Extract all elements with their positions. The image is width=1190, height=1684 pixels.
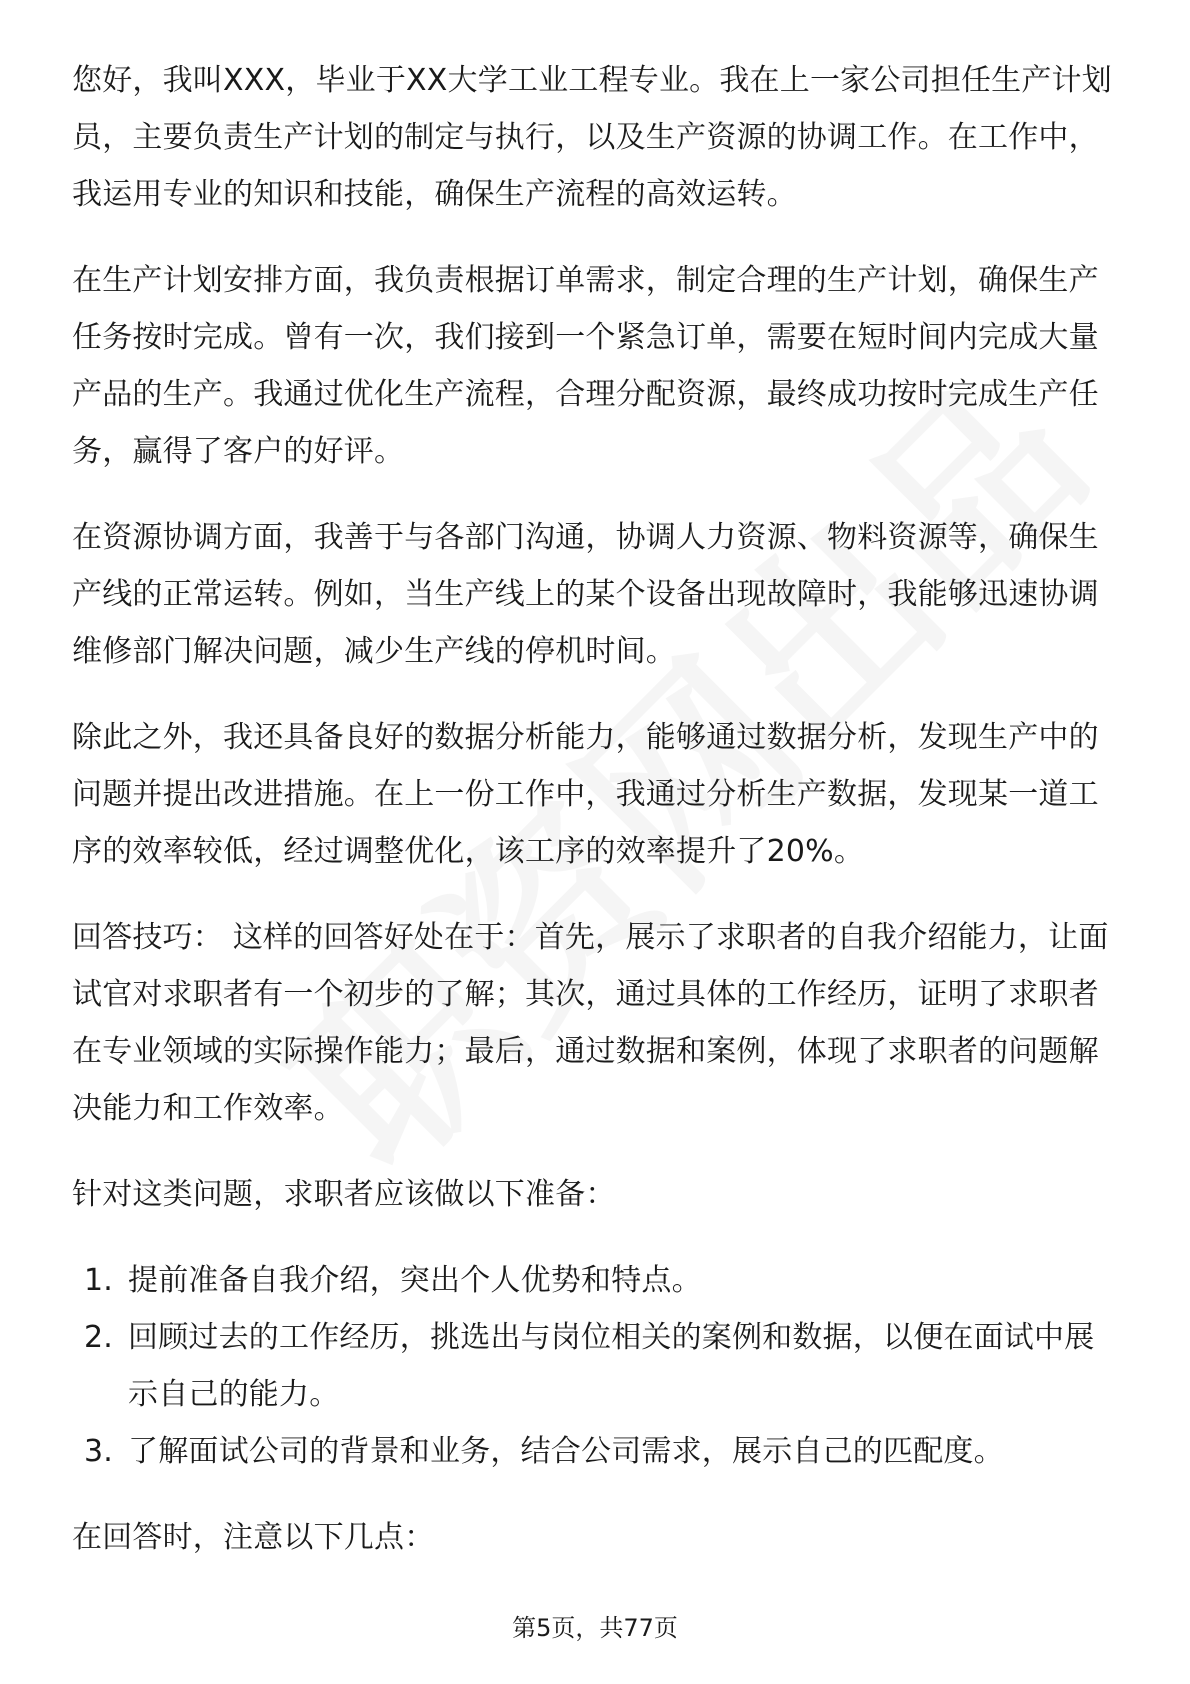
paragraph-tips: 回答技巧： 这样的回答好处在于：首先，展示了求职者的自我介绍能力，让面试官对求职者有一个初步的了解；其次，通过具体的工作经历，证明了求职者在专业领域的实际操作能力；最后，通过数据和案例，体现了求职者的问题解决能力和工作效率。 (72, 920, 1109, 1126)
list-number: 3. (84, 1434, 114, 1469)
list-text: 提前准备自我介绍，突出个人优势和特点。 (128, 1263, 702, 1298)
list-item (72, 1309, 1118, 1423)
list-number: 1. (84, 1263, 114, 1298)
list-text: 了解面试公司的背景和业务，结合公司需求，展示自己的匹配度。 (128, 1434, 1004, 1469)
paragraph-intro: 您好，我叫XXX，毕业于XX大学工业工程专业。我在上一家公司担任生产计划员，主要负责生产计划的制定与执行，以及生产资源的协调工作。在工作中，我运用专业的知识和技能，确保生产流程的高效运转。 (72, 63, 1112, 212)
paragraph-analysis: 除此之外，我还具备良好的数据分析能力，能够通过数据分析，发现生产中的问题并提出改进措施。在上一份工作中，我通过分析生产数据，发现某一道工序的效率较低，经过调整优化，该工序的效率提升了20%。 (72, 720, 1099, 869)
list-text: 回顾过去的工作经历，挑选出与岗位相关的案例和数据，以便在面试中展示自己的能力。 (128, 1320, 1095, 1412)
list-item (72, 1423, 1118, 1480)
document-body (72, 52, 1118, 1595)
list-number: 2. (84, 1320, 114, 1355)
paragraph-resources: 在资源协调方面，我善于与各部门沟通，协调人力资源、物料资源等，确保生产线的正常运转。例如，当生产线上的某个设备出现故障时，我能够迅速协调维修部门解决问题，减少生产线的停机时间。 (72, 520, 1099, 669)
paragraph-preparation: 针对这类问题，求职者应该做以下准备： (72, 1177, 616, 1212)
page-footer: 第5页，共77页 (512, 1614, 678, 1642)
paragraph-closing: 在回答时，注意以下几点： (72, 1520, 435, 1555)
paragraph-planning: 在生产计划安排方面，我负责根据订单需求，制定合理的生产计划，确保生产任务按时完成。曾有一次，我们接到一个紧急订单，需要在短时间内完成大量产品的生产。我通过优化生产流程，合理分配资源，最终成功按时完成生产任务，赢得了客户的好评。 (72, 263, 1099, 469)
preparation-list (72, 1252, 1118, 1480)
list-item (72, 1252, 1118, 1309)
